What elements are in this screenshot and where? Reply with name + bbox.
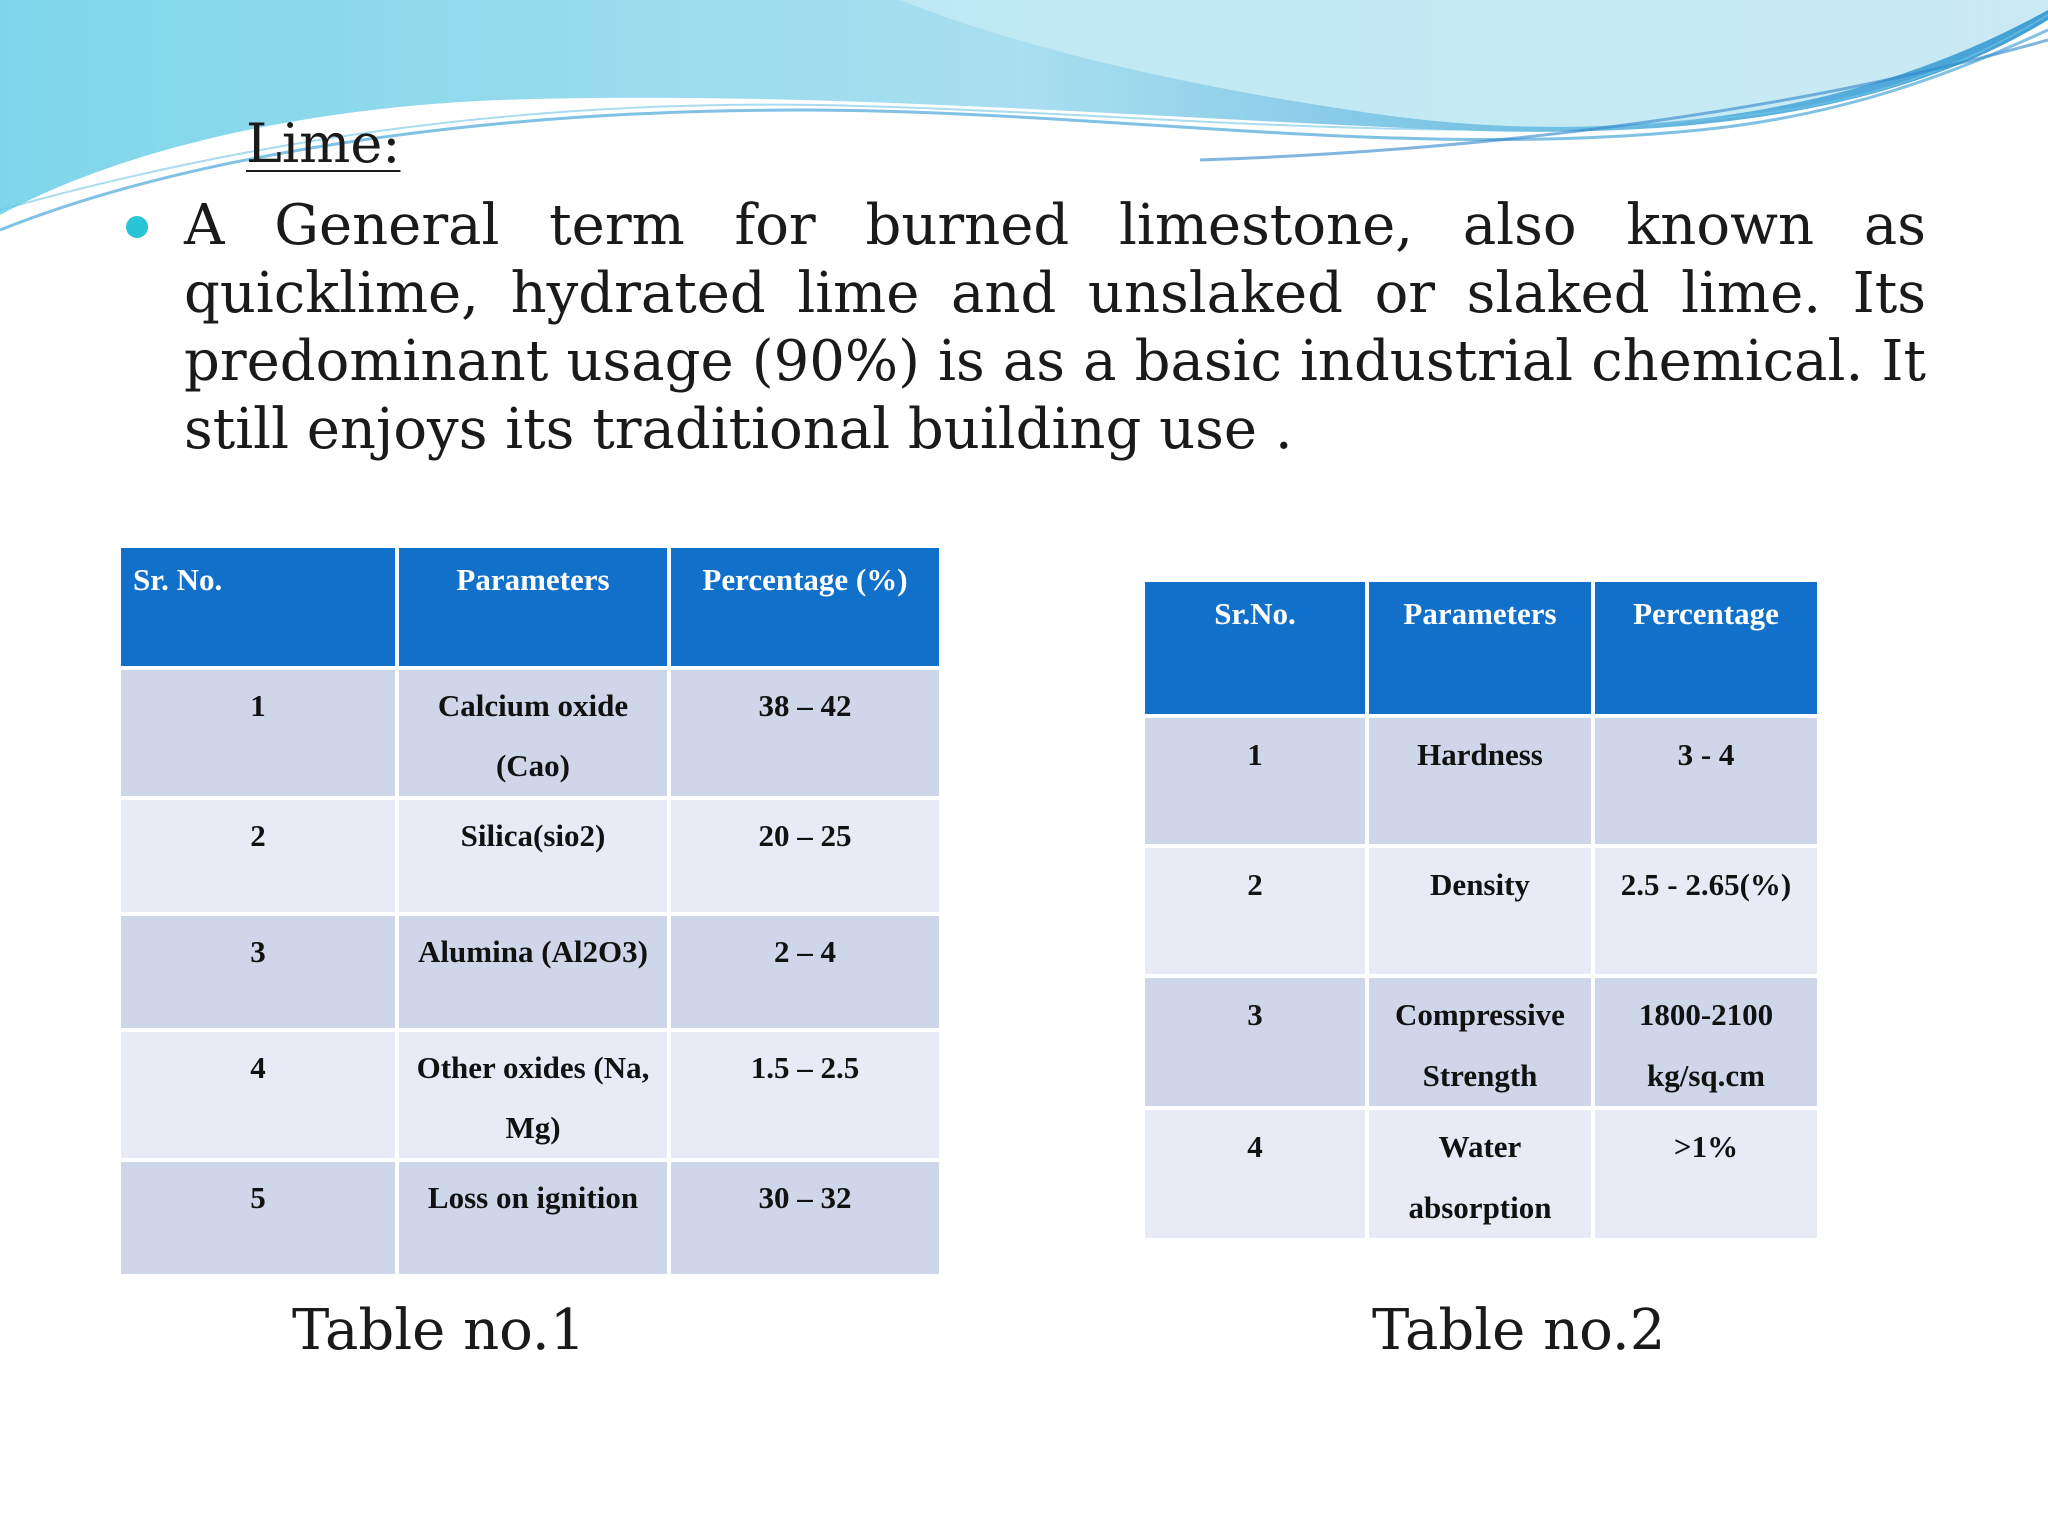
table-cell-sr-no: 1 bbox=[1145, 718, 1365, 844]
table-cell-parameter: Calcium oxide (Cao) bbox=[399, 670, 667, 796]
table-2-header-row bbox=[1145, 582, 1817, 714]
table-cell-percentage: 2 – 4 bbox=[671, 916, 939, 1028]
table-cell-sr-no: 1 bbox=[121, 670, 395, 796]
table-cell-parameter: Silica(sio2) bbox=[399, 800, 667, 912]
table-cell-parameter: Alumina (Al2O3) bbox=[399, 916, 667, 1028]
table-2-header-parameters: Parameters bbox=[1369, 582, 1591, 714]
table-cell-sr-no: 3 bbox=[121, 916, 395, 1028]
table-cell-sr-no: 5 bbox=[121, 1162, 395, 1274]
slide-title: Lime: bbox=[246, 112, 401, 175]
table-row bbox=[1145, 718, 1817, 844]
table-1-header-sr-no: Sr. No. bbox=[121, 548, 395, 666]
table-row bbox=[121, 1032, 939, 1158]
table-cell-percentage: 1800-2100 kg/sq.cm bbox=[1595, 978, 1817, 1106]
table-row bbox=[1145, 848, 1817, 974]
table-cell-percentage: 38 – 42 bbox=[671, 670, 939, 796]
table-row bbox=[1145, 978, 1817, 1106]
table-row bbox=[121, 1162, 939, 1274]
table-2-header-percentage: Percentage bbox=[1595, 582, 1817, 714]
table-row bbox=[121, 670, 939, 796]
table-cell-percentage: 20 – 25 bbox=[671, 800, 939, 912]
table-cell-sr-no: 4 bbox=[121, 1032, 395, 1158]
table-cell-sr-no: 4 bbox=[1145, 1110, 1365, 1238]
table-cell-percentage: 2.5 - 2.65(%) bbox=[1595, 848, 1817, 974]
table-1-header-row bbox=[121, 548, 939, 666]
table-cell-parameter: Other oxides (Na, Mg) bbox=[399, 1032, 667, 1158]
table-cell-percentage: 1.5 – 2.5 bbox=[671, 1032, 939, 1158]
table-1-header-percentage: Percentage (%) bbox=[671, 548, 939, 666]
table-cell-sr-no: 3 bbox=[1145, 978, 1365, 1106]
table-row bbox=[121, 916, 939, 1028]
table-2-caption: Table no.2 bbox=[1372, 1298, 1666, 1363]
body-paragraph: A General term for burned limestone, also known as quicklime, hydrated lime and unslaked or slaked lime. Its predominant usage (90%) is as a basic industrial chemical. It still enjoys its traditional building use . bbox=[184, 193, 1926, 462]
table-row bbox=[1145, 1110, 1817, 1238]
table-1-caption: Table no.1 bbox=[292, 1298, 586, 1363]
table-1 bbox=[117, 544, 943, 1278]
table-cell-percentage: 30 – 32 bbox=[671, 1162, 939, 1274]
table-cell-parameter: Density bbox=[1369, 848, 1591, 974]
table-cell-parameter: Compressive Strength bbox=[1369, 978, 1591, 1106]
table-1-header-parameters: Parameters bbox=[399, 548, 667, 666]
table-row bbox=[121, 800, 939, 912]
bullet-icon bbox=[126, 216, 148, 238]
table-cell-percentage: >1% bbox=[1595, 1110, 1817, 1238]
table-cell-sr-no: 2 bbox=[1145, 848, 1365, 974]
table-cell-parameter: Water absorption bbox=[1369, 1110, 1591, 1238]
table-cell-parameter: Hardness bbox=[1369, 718, 1591, 844]
table-2-header-sr-no: Sr.No. bbox=[1145, 582, 1365, 714]
table-cell-percentage: 3 - 4 bbox=[1595, 718, 1817, 844]
table-cell-parameter: Loss on ignition bbox=[399, 1162, 667, 1274]
table-cell-sr-no: 2 bbox=[121, 800, 395, 912]
table-2 bbox=[1141, 578, 1821, 1242]
